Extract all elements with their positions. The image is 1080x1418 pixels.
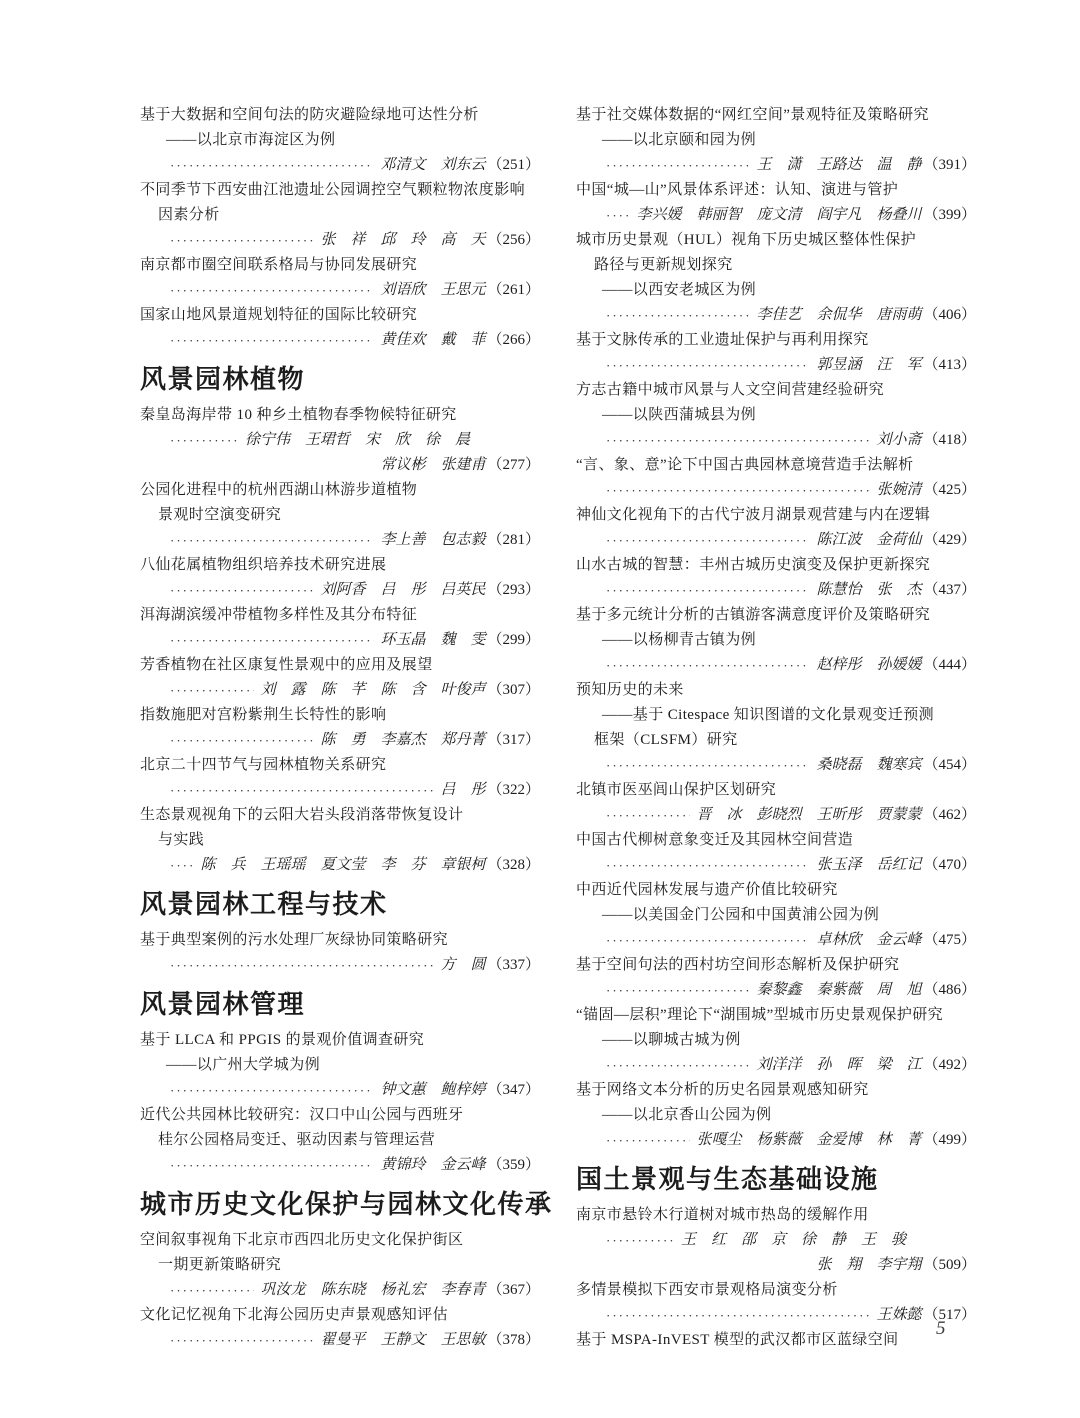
toc-column-left [140,103,553,1353]
entry-authors: 钟文蕙 鲍梓婷 [380,1082,486,1098]
entry-title-line: 文化记忆视角下北海公园历史声景观感知评估 [140,1307,449,1323]
entry-page-number: （492） [923,1057,976,1073]
entry-title-line: 城市历史景观（HUL）视角下历史城区整体性保护 [576,232,917,248]
dot-leader-icon [170,628,374,653]
toc-entry [576,1278,976,1328]
entry-author-row [140,453,540,478]
toc-entry [576,878,976,953]
dot-leader-icon [170,228,314,253]
toc-entry [576,1078,976,1153]
entry-title-line: 南京都市圈空间联系格局与协同发展研究 [140,257,418,273]
toc-entry [140,653,540,703]
entry-continuation-line: 因素分析 [158,207,220,223]
entry-title-line: 中国古代柳树意象变迁及其园林空间营造 [576,832,854,848]
toc-entry [140,803,540,878]
toc-entry [140,1228,540,1303]
entry-page-number: （413） [923,357,976,373]
entry-continuation-line: 景观时空演变研究 [158,507,282,523]
entry-page-number: （337） [487,957,540,973]
toc-entry [140,1103,540,1178]
dot-leader-icon [170,853,194,878]
entry-author-row [140,853,540,878]
entry-author-row [140,1328,540,1353]
dot-leader-icon [606,1128,690,1153]
entry-authors: 李佳艺 余侃华 唐雨萌 [756,307,922,323]
entry-title-line: 预知历史的未来 [576,682,684,698]
toc-entry [140,703,540,753]
dot-leader-icon [170,578,314,603]
entry-authors: 秦黎鑫 秦紫薇 周 旭 [756,982,922,998]
toc-columns [140,103,976,1353]
entry-author-row [576,203,976,228]
dot-leader-icon [606,528,810,553]
entry-title-line: 多情景模拟下西安市景观格局演变分析 [576,1282,838,1298]
entry-subtitle-line: ——以美国金门公园和中国黄浦公园为例 [602,907,880,923]
dot-leader-icon [606,478,870,503]
entry-page-number: （399） [923,207,976,223]
toc-entry [576,553,976,603]
entry-author-row [576,1228,976,1253]
entry-title-line: 中西近代园林发展与遗产价值比较研究 [576,882,838,898]
toc-entry [576,603,976,678]
toc-entry [576,1203,976,1278]
entry-authors: 刘 露 陈 芊 陈 含 叶俊声 [260,682,486,698]
entry-title-line: 生态景观视角下的云阳大岩头段消落带恢复设计 [140,807,464,823]
entry-title-line: 基于社交媒体数据的“网红空间”景观特征及策略研究 [576,107,929,123]
dot-leader-icon [170,1328,314,1353]
entry-authors: 陈 兵 王瑶瑶 夏文莹 李 芬 章银柯 [200,857,486,873]
dot-leader-icon [606,1228,675,1253]
entry-page-number: （367） [487,1282,540,1298]
toc-entry [140,253,540,303]
entry-page-number: （486） [923,982,976,998]
entry-authors: 刘语欣 王思元 [380,282,486,298]
entry-title-line: 公园化进程中的杭州西湖山林游步道植物 [140,482,418,498]
entry-page-number: （256） [487,232,540,248]
entry-page-number: （359） [487,1157,540,1173]
entry-page-number: （429） [923,532,976,548]
toc-entry [140,753,540,803]
entry-title-line: 基于空间句法的西村坊空间形态解析及保护研究 [576,957,900,973]
entry-subtitle-line: ——基于 Citespace 知识图谱的文化景观变迁预测 [602,707,935,723]
dot-leader-icon [170,778,434,803]
dot-leader-icon [606,653,810,678]
entry-page-number: （462） [923,807,976,823]
entry-author-row [140,228,540,253]
entry-title-line: 空间叙事视角下北京市西四北历史文化保护街区 [140,1232,464,1248]
entry-page-number: （281） [487,532,540,548]
entry-authors: 李兴媛 韩丽智 庞文清 阎宇凡 杨叠川 [636,207,922,223]
entry-authors: 郭昱涵 汪 军 [816,357,922,373]
entry-authors: 张嘎尘 杨紫薇 金爱博 林 菁 [696,1132,922,1148]
toc-entry [140,553,540,603]
entry-author-row [140,778,540,803]
dot-leader-icon [170,1078,374,1103]
entry-page-number: （307） [487,682,540,698]
entry-author-row [140,328,540,353]
entry-title-line: 基于大数据和空间句法的防灾避险绿地可达性分析 [140,107,479,123]
entry-author-row [576,978,976,1003]
dot-leader-icon [606,353,810,378]
entry-subtitle-line: ——以广州大学城为例 [166,1057,321,1073]
entry-author-row [576,528,976,553]
dot-leader-icon [170,953,434,978]
entry-author-row [140,1278,540,1303]
entry-page-number: （509） [923,1257,976,1273]
entry-authors: 卓林欣 金云峰 [816,932,922,948]
entry-subtitle-line: ——以北京颐和园为例 [602,132,757,148]
toc-entry [140,928,540,978]
toc-entry [140,478,540,553]
entry-author-row [576,1128,976,1153]
entry-authors: 王姝懿 [876,1307,922,1323]
entry-page-number: （317） [487,732,540,748]
dot-leader-icon [606,578,810,603]
entry-authors: 王 潇 王路达 温 静 [756,157,922,173]
entry-title-line: 基于 LLCA 和 PPGIS 的景观价值调查研究 [140,1032,425,1048]
entry-authors: 陈江波 金荷仙 [816,532,922,548]
dot-leader-icon [170,678,254,703]
entry-author-row [576,353,976,378]
entry-authors: 常议彬 张建甫 [380,457,486,473]
entry-continuation-line: 桂尔公园格局变迁、驱动因素与管理运营 [158,1132,436,1148]
entry-title-line: 山水古城的智慧：丰州古城历史演变及保护更新探究 [576,557,931,573]
entry-page-number: （277） [487,457,540,473]
toc-entry [576,1003,976,1078]
dot-leader-icon [170,428,239,453]
page-number: 5 [936,1318,946,1339]
entry-author-row [576,428,976,453]
entry-title-line: 国家山地风景道规划特征的国际比较研究 [140,307,418,323]
section-heading: 风景园林工程与技术 [140,890,388,919]
entry-author-row [576,653,976,678]
toc-entry [576,178,976,228]
dot-leader-icon [606,303,750,328]
entry-subtitle-line: ——以杨柳青古镇为例 [602,632,757,648]
entry-page-number: （425） [923,482,976,498]
dot-leader-icon [170,1153,374,1178]
entry-subtitle-line: ——以西安老城区为例 [602,282,757,298]
entry-page-number: （418） [923,432,976,448]
toc-entry [576,228,976,328]
toc-entry [576,328,976,378]
entry-author-row [576,303,976,328]
entry-authors: 陈 勇 李嘉杰 郑丹菁 [320,732,486,748]
section-heading: 风景园林管理 [140,990,306,1019]
entry-title-line: “言、象、意”论下中国古典园林意境营造手法解析 [576,457,914,473]
dot-leader-icon [606,803,690,828]
dot-leader-icon [606,1053,750,1078]
entry-author-row [576,578,976,603]
toc-entry [140,1028,540,1103]
dot-leader-icon [170,528,374,553]
entry-page-number: （470） [923,857,976,873]
entry-title-line: 神仙文化视角下的古代宁波月湖景观营建与内在逻辑 [576,507,931,523]
dot-leader-icon [170,278,374,303]
entry-title-line: 基于典型案例的污水处理厂灰绿协同策略研究 [140,932,449,948]
entry-author-row [140,953,540,978]
entry-title-line: 洱海湖滨缓冲带植物多样性及其分布特征 [140,607,418,623]
entry-authors: 陈慧怡 张 杰 [816,582,922,598]
entry-authors: 晋 冰 彭晓烈 王昕彤 贾蒙蒙 [696,807,922,823]
entry-title-line: 北京二十四节气与园林植物关系研究 [140,757,387,773]
entry-authors: 翟曼平 王静文 王思敏 [320,1332,486,1348]
entry-authors: 吕 彤 [440,782,486,798]
entry-page-number: （261） [487,282,540,298]
dot-leader-icon [170,328,374,353]
entry-authors: 环玉晶 魏 雯 [380,632,486,648]
entry-continuation-line: 与实践 [158,832,205,848]
entry-authors: 李上善 包志毅 [380,532,486,548]
entry-authors: 张 祥 邱 玲 高 天 [320,232,486,248]
entry-page-number: （322） [487,782,540,798]
entry-authors: 王 红 邵 京 徐 静 王 骏 [680,1232,906,1248]
dot-leader-icon [606,1303,870,1328]
entry-page-number: （328） [487,857,540,873]
section-heading: 风景园林植物 [140,365,306,394]
entry-continuation-line: 框架（CLSFM）研究 [594,732,738,748]
entry-authors: 桑晓磊 魏寒宾 [816,757,922,773]
toc-entry [576,678,976,778]
toc-entry [140,303,540,353]
entry-page-number: （293） [487,582,540,598]
entry-title-line: 基于多元统计分析的古镇游客满意度评价及策略研究 [576,607,931,623]
entry-title-line: 基于文脉传承的工业遗址保护与再利用探究 [576,332,869,348]
entry-page-number: （391） [923,157,976,173]
entry-authors: 张婉清 [876,482,922,498]
entry-title-line: 基于网络文本分析的历史名园景观感知研究 [576,1082,869,1098]
dot-leader-icon [170,728,314,753]
entry-author-row [576,153,976,178]
dot-leader-icon [170,1278,254,1303]
toc-entry [576,778,976,828]
entry-author-row [576,803,976,828]
entry-author-row [140,728,540,753]
entry-subtitle-line: ——以聊城古城为例 [602,1032,741,1048]
entry-author-row [576,753,976,778]
entry-authors: 黄佳欢 戴 菲 [380,332,486,348]
entry-page-number: （251） [487,157,540,173]
dot-leader-icon [606,928,810,953]
entry-authors: 方 圆 [440,957,486,973]
section-heading: 国土景观与生态基础设施 [576,1165,879,1194]
dot-leader-icon [606,978,750,1003]
entry-title-line: 中国“城—山”风景体系评述：认知、演进与管护 [576,182,899,198]
toc-entry [576,103,976,178]
entry-authors: 邓清文 刘东云 [380,157,486,173]
toc-entry [576,1328,976,1353]
entry-title-line: 南京市悬铃木行道树对城市热岛的缓解作用 [576,1207,869,1223]
entry-author-row [576,1253,976,1278]
toc-entry [140,103,540,178]
entry-authors: 张玉泽 岳红记 [816,857,922,873]
entry-author-row [140,153,540,178]
entry-page-number: （299） [487,632,540,648]
toc-entry [140,1303,540,1353]
entry-subtitle-line: ——以北京香山公园为例 [602,1107,772,1123]
entry-title-line: 基于 MSPA-InVEST 模型的武汉都市区蓝绿空间 [576,1332,899,1348]
entry-title-line: 近代公共园林比较研究：汉口中山公园与西班牙 [140,1107,464,1123]
entry-title-line: 北镇市医巫闾山保护区划研究 [576,782,777,798]
entry-author-row [140,1078,540,1103]
entry-page-number: （266） [487,332,540,348]
entry-authors: 黄锦玲 金云峰 [380,1157,486,1173]
entry-page-number: （444） [923,657,976,673]
entry-author-row [140,428,540,453]
entry-author-row [576,1053,976,1078]
entry-subtitle-line: ——以北京市海淀区为例 [166,132,336,148]
entry-author-row [140,1153,540,1178]
entry-author-row [140,628,540,653]
toc-entry [576,953,976,1003]
toc-column-right [576,103,976,1353]
dot-leader-icon [170,153,374,178]
entry-page-number: （347） [487,1082,540,1098]
entry-page-number: （517） [923,1307,976,1323]
entry-title-line: 不同季节下西安曲江池遗址公园调控空气颗粒物浓度影响 [140,182,526,198]
entry-continuation-line: 一期更新策略研究 [158,1257,282,1273]
entry-page-number: （378） [487,1332,540,1348]
toc-entry [140,603,540,653]
toc-entry [576,378,976,453]
dot-leader-icon [606,428,870,453]
entry-authors: 徐宁伟 王珺哲 宋 欣 徐 晨 [244,432,470,448]
entry-page-number: （454） [923,757,976,773]
entry-author-row [140,278,540,303]
entry-title-line: 八仙花属植物组织培养技术研究进展 [140,557,387,573]
entry-title-line: 秦皇岛海岸带 10 种乡土植物春季物候特征研究 [140,407,457,423]
toc-entry [576,453,976,503]
entry-author-row [140,578,540,603]
entry-authors: 刘小斋 [876,432,922,448]
entry-author-row [576,478,976,503]
dot-leader-icon [606,853,810,878]
toc-entry [140,178,540,253]
entry-title-line: “锚固—层积”理论下“湖围城”型城市历史景观保护研究 [576,1007,944,1023]
dot-leader-icon [606,203,630,228]
entry-author-row [576,928,976,953]
entry-authors: 赵梓彤 孙媛媛 [816,657,922,673]
entry-page-number: （437） [923,582,976,598]
toc-entry [140,403,540,478]
entry-page-number: （406） [923,307,976,323]
toc-entry [576,828,976,878]
entry-title-line: 芳香植物在社区康复性景观中的应用及展望 [140,657,433,673]
entry-continuation-line: 路径与更新规划探究 [594,257,733,273]
section-heading: 城市历史文化保护与园林文化传承 [140,1190,553,1219]
entry-author-row [576,1303,976,1328]
entry-title-line: 指数施肥对宫粉紫荆生长特性的影响 [140,707,387,723]
entry-page-number: （475） [923,932,976,948]
entry-author-row [576,853,976,878]
entry-authors: 刘洋洋 孙 晖 梁 江 [756,1057,922,1073]
dot-leader-icon [606,153,750,178]
toc-entry [576,503,976,553]
entry-page-number: （499） [923,1132,976,1148]
entry-title-line: 方志古籍中城市风景与人文空间营建经验研究 [576,382,885,398]
dot-leader-icon [606,753,810,778]
entry-author-row [140,528,540,553]
entry-author-row [140,678,540,703]
entry-authors: 刘阿香 吕 彤 吕英民 [320,582,486,598]
entry-authors: 巩汝龙 陈东晓 杨礼宏 李春青 [260,1282,486,1298]
entry-authors: 张 翔 李宇翔 [816,1257,922,1273]
entry-subtitle-line: ——以陕西蒲城县为例 [602,407,757,423]
